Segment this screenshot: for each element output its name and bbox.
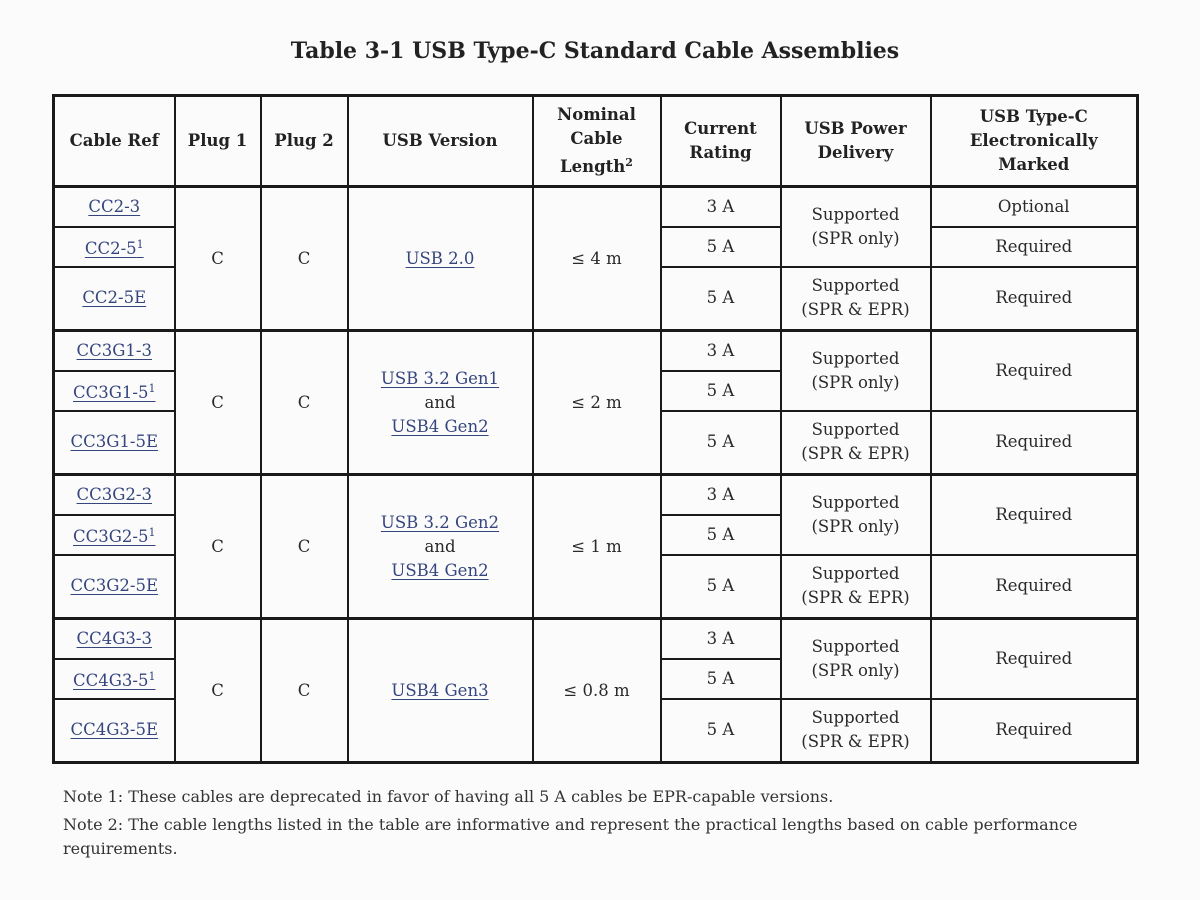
usb-version-link[interactable]: USB4 Gen3 xyxy=(391,680,489,700)
header-electronically-marked: USB Type-C Electronically Marked xyxy=(931,96,1138,187)
group-usb4-gen3 xyxy=(54,619,1138,763)
current-rating-cell: 5 A xyxy=(661,371,781,411)
cable-ref-link[interactable]: $CC3G1-5^1$ xyxy=(54,371,175,411)
usb-version-cell[interactable]: USB 3.2 Gen2 and USB4 Gen2 xyxy=(348,475,533,619)
usb-version-link[interactable]: USB4 Gen2 xyxy=(391,416,489,436)
usb-version-cell[interactable]: USB 3.2 Gen1 and USB4 Gen2 xyxy=(348,331,533,475)
header-usb-power-delivery: USB Power Delivery xyxy=(781,96,931,187)
table-row xyxy=(54,187,1138,227)
power-delivery-cell: Supported (SPR only) xyxy=(781,619,931,699)
header-plug-1: Plug 1 xyxy=(175,96,261,187)
nominal-length-cell: ≤ 0.8 m xyxy=(533,619,661,763)
cable-ref-link[interactable]: CC4G3-3 xyxy=(54,619,175,659)
table-row xyxy=(54,331,1138,371)
power-delivery-cell: Supported (SPR & EPR) xyxy=(781,555,931,619)
current-rating-cell: 5 A xyxy=(661,699,781,763)
header-row xyxy=(54,96,1138,187)
nominal-length-cell: ≤ 4 m xyxy=(533,187,661,331)
electronically-marked-cell: Required xyxy=(931,475,1138,555)
header-current-rating: Current Rating xyxy=(661,96,781,187)
header-nominal-length: Nominal Cable Length$^2$ xyxy=(533,96,661,187)
current-rating-cell: 5 A xyxy=(661,227,781,267)
table-title: Table 3-1 USB Type-C Standard Cable Assemblies xyxy=(290,38,900,64)
cable-ref-link[interactable]: CC3G2-3 xyxy=(54,475,175,515)
power-delivery-cell: Supported (SPR & EPR) xyxy=(781,699,931,763)
usb-version-link[interactable]: USB4 Gen2 xyxy=(391,560,489,580)
note-1: Note 1: These cables are deprecated in favor of having all 5 A cables be EPR-capable versions. xyxy=(63,787,834,806)
usb-version-cell[interactable] xyxy=(348,187,533,331)
nominal-length-cell: ≤ 2 m xyxy=(533,331,661,475)
table-row xyxy=(54,475,1138,515)
electronically-marked-cell: Required xyxy=(931,267,1138,331)
electronically-marked-cell: Required xyxy=(931,411,1138,475)
table-notes xyxy=(63,785,1143,865)
cable-assemblies-table xyxy=(52,94,1139,764)
cable-ref-link[interactable]: CC2-5E xyxy=(54,267,175,331)
current-rating-cell: 3 A xyxy=(661,187,781,227)
group-usb-3-2-gen1 xyxy=(54,331,1138,475)
header-usb-version: USB Version xyxy=(348,96,533,187)
cable-ref-link[interactable]: CC3G2-5E xyxy=(54,555,175,619)
cable-ref-link[interactable]: $CC2-5^1$ xyxy=(54,227,175,267)
note-2: Note 2: The cable lengths listed in the table are informative and represent the practical lengths based on cable performance requirements. xyxy=(63,815,1078,858)
electronically-marked-cell: Optional xyxy=(931,187,1138,227)
electronically-marked-cell: Required xyxy=(931,699,1138,763)
power-delivery-cell: Supported (SPR only) xyxy=(781,187,931,267)
plug-1-cell: C xyxy=(175,187,261,331)
power-delivery-cell: Supported (SPR & EPR) xyxy=(781,411,931,475)
group-usb-2-0 xyxy=(54,187,1138,331)
electronically-marked-cell: Required xyxy=(931,227,1138,267)
cable-ref-link[interactable]: $CC3G2-5^1$ xyxy=(54,515,175,555)
usb-version-link[interactable]: USB 2.0 xyxy=(405,248,475,268)
current-rating-cell: 5 A xyxy=(661,515,781,555)
usb-version-cell[interactable] xyxy=(348,619,533,763)
footnote-marker: 2 xyxy=(625,156,633,169)
cable-ref-link[interactable]: CC3G1-3 xyxy=(54,331,175,371)
table-row xyxy=(54,619,1138,659)
cable-ref-link[interactable]: CC4G3-5E xyxy=(54,699,175,763)
plug-2-cell: C xyxy=(261,475,348,619)
cable-ref-link[interactable]: CC3G1-5E xyxy=(54,411,175,475)
plug-2-cell: C xyxy=(261,187,348,331)
plug-1-cell: C xyxy=(175,619,261,763)
plug-2-cell: C xyxy=(261,619,348,763)
electronically-marked-cell: Required xyxy=(931,619,1138,699)
cable-ref-link[interactable]: $CC4G3-5^1$ xyxy=(54,659,175,699)
usb-version-link[interactable]: USB 3.2 Gen2 xyxy=(380,512,500,532)
cable-ref-link[interactable]: CC2-3 xyxy=(54,187,175,227)
electronically-marked-cell: Required xyxy=(931,555,1138,619)
header-cable-ref: Cable Ref xyxy=(54,96,175,187)
current-rating-cell: 3 A xyxy=(661,475,781,515)
electronically-marked-cell: Required xyxy=(931,331,1138,411)
current-rating-cell: 5 A xyxy=(661,659,781,699)
power-delivery-cell: Supported (SPR only) xyxy=(781,331,931,411)
power-delivery-cell: Supported (SPR & EPR) xyxy=(781,267,931,331)
current-rating-cell: 3 A xyxy=(661,619,781,659)
current-rating-cell: 5 A xyxy=(661,411,781,475)
header-plug-2: Plug 2 xyxy=(261,96,348,187)
power-delivery-cell: Supported (SPR only) xyxy=(781,475,931,555)
current-rating-cell: 3 A xyxy=(661,331,781,371)
plug-1-cell: C xyxy=(175,475,261,619)
nominal-length-cell: ≤ 1 m xyxy=(533,475,661,619)
current-rating-cell: 5 A xyxy=(661,555,781,619)
current-rating-cell: 5 A xyxy=(661,267,781,331)
usb-version-link[interactable]: USB 3.2 Gen1 xyxy=(380,368,500,388)
group-usb-3-2-gen2 xyxy=(54,475,1138,619)
plug-1-cell: C xyxy=(175,331,261,475)
plug-2-cell: C xyxy=(261,331,348,475)
